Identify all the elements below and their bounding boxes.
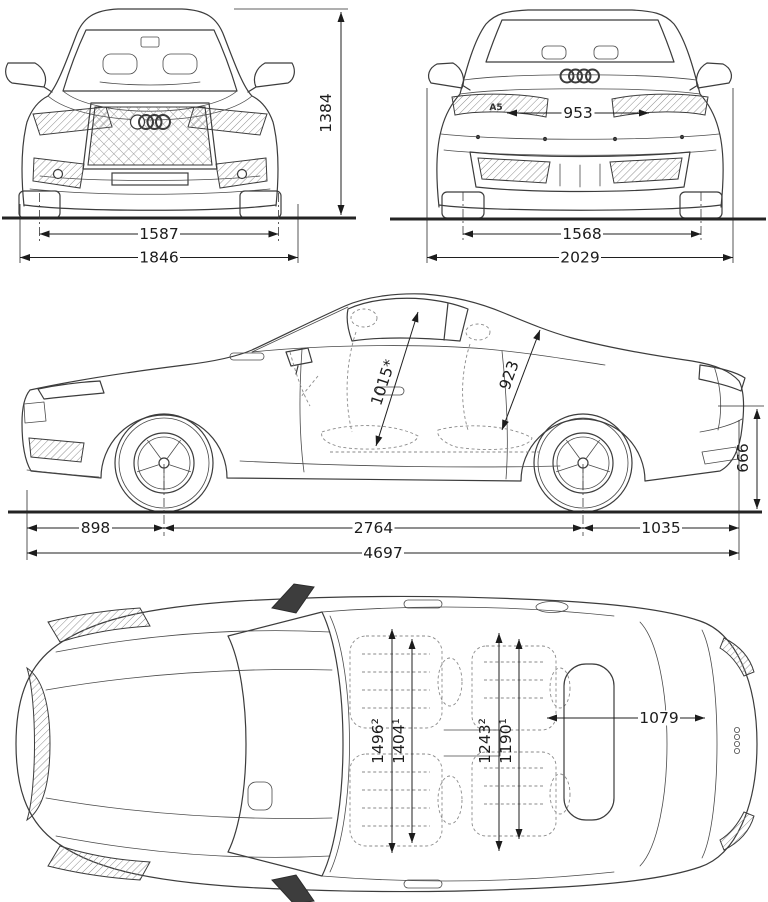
audi-rings-top xyxy=(734,727,739,753)
front-shoulder-width-label: 1404¹ xyxy=(390,718,408,764)
rear-deck-length-label: 1079 xyxy=(639,709,679,727)
overall-length-label: 4697 xyxy=(363,544,403,562)
top-tail-light-left xyxy=(720,638,754,676)
dim-front-shoulder-width xyxy=(390,639,412,843)
top-headlight-left xyxy=(48,608,150,642)
front-overhang-label: 898 xyxy=(80,519,111,537)
top-windshield xyxy=(228,612,343,876)
front-track-label: 1587 xyxy=(139,225,179,243)
mirror-left xyxy=(6,63,52,92)
exhaust-right xyxy=(610,158,682,183)
front-headroom-label: 1015* xyxy=(367,357,400,408)
top-headlight-right xyxy=(48,846,150,880)
side-tail-light xyxy=(699,365,745,391)
side-headlight xyxy=(38,381,104,399)
side-view xyxy=(8,294,764,562)
dim-rear-deck-length xyxy=(547,709,705,727)
tail-light-right xyxy=(612,94,708,117)
overall-width-label: 1846 xyxy=(139,248,179,267)
rear-elbow-width-label: 1243² xyxy=(476,718,494,764)
dim-front-elbow-width xyxy=(369,629,392,853)
dim-rear-shoulder-width xyxy=(497,639,519,839)
loading-width-label: 953 xyxy=(563,104,593,122)
top-grille xyxy=(27,668,50,820)
deck-seam xyxy=(640,622,667,866)
fender-vent xyxy=(230,353,264,360)
wind-deflector xyxy=(564,664,614,820)
fog-light-right xyxy=(238,170,247,179)
side-front-wheel xyxy=(115,414,213,512)
fog-light-left xyxy=(54,170,63,179)
width-incl-mirrors-label: 2029 xyxy=(560,248,600,267)
side-exhaust xyxy=(702,447,738,464)
rear-shoulder-width-label: 1190¹ xyxy=(497,718,515,764)
rear-window xyxy=(486,20,674,62)
wheelbase-label: 2764 xyxy=(353,519,394,537)
top-view xyxy=(16,584,757,902)
front-elbow-width-label: 1496² xyxy=(369,718,387,764)
mirror-right-rear xyxy=(690,63,731,90)
headrest-right xyxy=(163,54,197,74)
license-plate-front xyxy=(112,173,188,185)
exhaust-left xyxy=(478,158,550,183)
side-door-lines xyxy=(300,349,507,479)
rear-view xyxy=(390,10,766,267)
rear-headroom-label: 923 xyxy=(495,358,523,393)
model-badge: A5 xyxy=(489,103,503,113)
dim-wheelbase xyxy=(164,519,583,537)
dim-overall-length xyxy=(27,544,739,562)
rear-overhang-label: 1035 xyxy=(641,519,681,537)
dim-rear-headroom xyxy=(496,330,540,430)
rear-track-label: 1568 xyxy=(562,225,602,243)
headrest-left xyxy=(103,54,137,74)
dim-front-headroom xyxy=(367,312,418,446)
mirror-right xyxy=(248,63,294,92)
side-mirror xyxy=(286,348,312,374)
audi-rings-rear xyxy=(561,70,600,83)
front-view xyxy=(2,9,356,267)
rear-sill-height-label: 666 xyxy=(734,443,752,473)
side-front-intake xyxy=(29,438,84,462)
dim-rear-elbow-width xyxy=(476,633,499,851)
trunk-seam xyxy=(702,630,717,858)
dim-front-overhang xyxy=(27,519,164,537)
mirror-left-rear xyxy=(429,63,470,90)
side-window xyxy=(347,298,468,341)
dim-rear-overhang xyxy=(583,519,739,537)
top-tail-light-right xyxy=(720,812,754,850)
rearview-mirror xyxy=(141,37,159,47)
dim-rear-sill-height xyxy=(718,406,764,509)
front-windshield xyxy=(63,30,237,91)
top-steering-wheel xyxy=(248,782,272,810)
front-wheel-right xyxy=(240,191,281,218)
overall-height-label: 1384 xyxy=(317,93,335,133)
